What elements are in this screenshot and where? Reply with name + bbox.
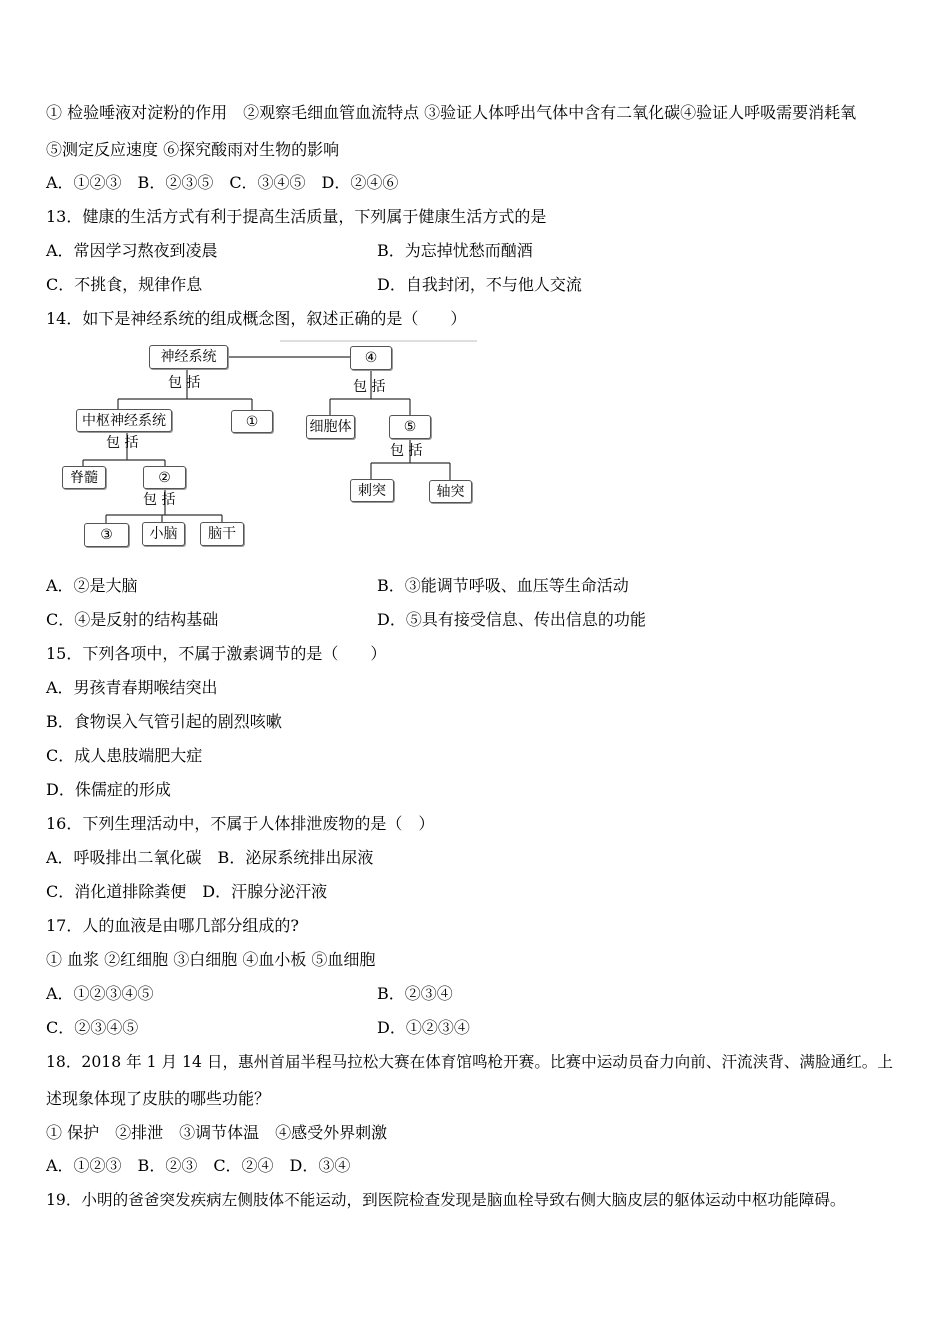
node-2: ② — [143, 466, 186, 489]
q13-option-b: B．为忘掉忧愁而酗酒 — [377, 241, 533, 260]
q13-option-a: A．常因学习熬夜到凌晨 — [46, 241, 218, 260]
node-1: ① — [231, 410, 273, 433]
node-cell-body: 细胞体 — [306, 415, 355, 439]
q12-items-line1: ① 检验唾液对淀粉的作用 ②观察毛细血管血流特点 ③验证人体呼出气体中含有二氧化碳④验证人呼吸需要消耗氧 — [46, 103, 857, 122]
label-includes-1: 包 括 — [168, 375, 201, 391]
q15-option-a: A．男孩青春期喉结突出 — [46, 678, 218, 697]
label-includes-2: 包 括 — [353, 379, 386, 395]
label-includes-5: 包 括 — [143, 492, 176, 508]
q13-option-c: C．不挑食，规律作息 — [46, 275, 203, 294]
node-spinal-cord: 脊髓 — [62, 466, 106, 489]
q13-stem: 13．健康的生活方式有利于提高生活质量，下列属于健康生活方式的是 — [46, 207, 547, 226]
q18-stem-line2: 述现象体现了皮肤的哪些功能？ — [46, 1089, 271, 1108]
label-includes-3: 包 括 — [106, 435, 139, 451]
q15-option-c: C．成人患肢端肥大症 — [46, 746, 203, 765]
q14-option-a: A．②是大脑 — [46, 576, 138, 595]
node-brainstem: 脑干 — [200, 522, 244, 546]
q16-options-cd: C．消化道排除粪便 D．汗腺分泌汗液 — [46, 882, 328, 901]
q13-option-d: D．自我封闭，不与他人交流 — [377, 275, 582, 294]
node-3: ③ — [84, 523, 129, 547]
q12-options: A．①②③ B．②③⑤ C．③④⑤ D．②④⑥ — [46, 173, 399, 192]
q14-stem: 14．如下是神经系统的组成概念图，叙述正确的是（ ） — [46, 309, 467, 328]
q17-items: ① 血浆 ②红细胞 ③白细胞 ④血小板 ⑤血细胞 — [46, 950, 376, 969]
q19-stem: 19．小明的爸爸突发疾病左侧肢体不能运动，到医院检查发现是脑血栓导致右侧大脑皮层的躯体运动中枢功能障碍。 — [46, 1191, 846, 1209]
label-includes-4: 包 括 — [390, 443, 423, 459]
q17-option-d: D．①②③④ — [377, 1018, 470, 1037]
q14-option-c: C．④是反射的结构基础 — [46, 610, 219, 629]
node-4: ④ — [350, 346, 392, 370]
q16-options-ab: A．呼吸排出二氧化碳 B．泌尿系统排出尿液 — [46, 848, 374, 867]
q15-option-d: D．侏儒症的形成 — [46, 780, 171, 799]
q15-option-b: B．食物误入气管引起的剧烈咳嗽 — [46, 712, 282, 731]
node-central-nervous-system: 中枢神经系统 — [76, 409, 172, 432]
q16-stem: 16．下列生理活动中，不属于人体排泄废物的是（ ） — [46, 814, 435, 833]
q17-option-a: A．①②③④⑤ — [46, 984, 154, 1003]
q17-option-c: C．②③④⑤ — [46, 1018, 139, 1037]
node-cerebellum: 小脑 — [142, 522, 185, 546]
node-dendrite: 刺突 — [350, 479, 394, 502]
q18-items: ① 保护 ②排泄 ③调节体温 ④感受外界刺激 — [46, 1123, 388, 1142]
node-nervous-system: 神经系统 — [149, 345, 228, 369]
node-5: ⑤ — [389, 415, 431, 439]
q17-option-b: B．②③④ — [377, 984, 453, 1003]
node-axon: 轴突 — [429, 480, 472, 503]
q17-stem: 17．人的血液是由哪几部分组成的? — [46, 916, 299, 935]
q18-options: A．①②③ B．②③ C．②④ D．③④ — [46, 1156, 351, 1175]
q12-items-line2: ⑤测定反应速度 ⑥探究酸雨对生物的影响 — [46, 140, 340, 159]
q14-option-b: B．③能调节呼吸、血压等生命活动 — [377, 576, 629, 595]
q14-option-d: D．⑤具有接受信息、传出信息的功能 — [377, 610, 646, 629]
q15-stem: 15．下列各项中，不属于激素调节的是（ ） — [46, 644, 387, 663]
diagram-connector-lines — [0, 0, 950, 600]
q18-stem-line1: 18．2018 年 1 月 14 日，惠州首届半程马拉松大赛在体育馆鸣枪开赛。比赛中运动员奋力向前、汗流浃背、满脸通红。上 — [46, 1053, 893, 1071]
